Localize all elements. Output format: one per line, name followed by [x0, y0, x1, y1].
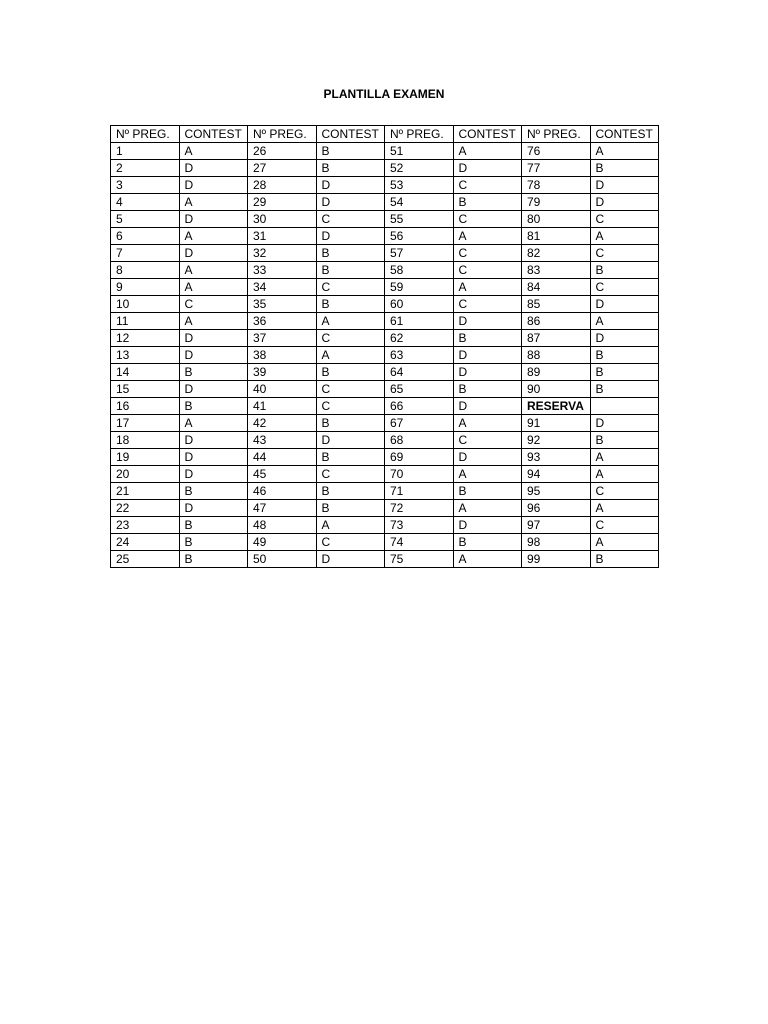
table-row: [111, 143, 659, 160]
question-number-cell: 35: [248, 296, 317, 313]
question-number-cell: 64: [385, 364, 454, 381]
question-number-cell: 36: [248, 313, 317, 330]
question-number-cell: 1: [111, 143, 180, 160]
question-number-cell: 23: [111, 517, 180, 534]
header-question-number: Nº PREG.: [522, 126, 591, 143]
answer-cell: B: [316, 415, 385, 432]
question-number-cell: 77: [522, 160, 591, 177]
question-number-cell: 67: [385, 415, 454, 432]
question-number-cell: 32: [248, 245, 317, 262]
question-number-cell: 38: [248, 347, 317, 364]
answer-cell: A: [453, 279, 522, 296]
question-number-cell: 34: [248, 279, 317, 296]
question-number-cell: 65: [385, 381, 454, 398]
answer-cell: D: [179, 347, 248, 364]
question-number-cell: 78: [522, 177, 591, 194]
answer-cell: A: [453, 466, 522, 483]
table-row: [111, 279, 659, 296]
question-number-cell: 50: [248, 551, 317, 568]
question-number-cell: 75: [385, 551, 454, 568]
answer-cell: C: [453, 262, 522, 279]
table-row: [111, 347, 659, 364]
answer-cell: D: [590, 296, 659, 313]
question-number-cell: 12: [111, 330, 180, 347]
answer-cell: A: [453, 228, 522, 245]
question-number-cell: 66: [385, 398, 454, 415]
question-number-cell: 33: [248, 262, 317, 279]
question-number-cell: 4: [111, 194, 180, 211]
question-number-cell: 68: [385, 432, 454, 449]
question-number-cell: 71: [385, 483, 454, 500]
table-row: [111, 466, 659, 483]
question-number-cell: 63: [385, 347, 454, 364]
answer-cell: C: [316, 330, 385, 347]
answer-cell: B: [316, 483, 385, 500]
question-number-cell: 10: [111, 296, 180, 313]
table-row: [111, 381, 659, 398]
answer-cell: A: [453, 415, 522, 432]
question-number-cell: 52: [385, 160, 454, 177]
question-number-cell: 92: [522, 432, 591, 449]
question-number-cell: 51: [385, 143, 454, 160]
table-row: [111, 398, 659, 415]
table-row: [111, 364, 659, 381]
question-number-cell: 9: [111, 279, 180, 296]
table-body: [111, 143, 659, 568]
answer-cell: D: [453, 398, 522, 415]
table-row: [111, 517, 659, 534]
answer-cell: D: [590, 415, 659, 432]
question-number-cell: 16: [111, 398, 180, 415]
answer-cell: B: [453, 381, 522, 398]
answer-cell: C: [316, 466, 385, 483]
answer-cell: A: [453, 551, 522, 568]
page-title: PLANTILLA EXAMEN: [323, 87, 445, 101]
answer-cell: D: [453, 449, 522, 466]
answer-cell: D: [179, 466, 248, 483]
answer-cell: D: [316, 551, 385, 568]
question-number-cell: 54: [385, 194, 454, 211]
answer-cell: D: [179, 500, 248, 517]
answer-cell: A: [179, 313, 248, 330]
question-number-cell: 48: [248, 517, 317, 534]
table-row: [111, 551, 659, 568]
question-number-cell: 11: [111, 313, 180, 330]
question-number-cell: 47: [248, 500, 317, 517]
question-number-cell: 69: [385, 449, 454, 466]
table-row: [111, 330, 659, 347]
question-number-cell: 15: [111, 381, 180, 398]
answer-cell: B: [316, 262, 385, 279]
answer-cell: C: [453, 177, 522, 194]
question-number-cell: 56: [385, 228, 454, 245]
table-row: [111, 262, 659, 279]
answer-cell: A: [179, 262, 248, 279]
question-number-cell: 90: [522, 381, 591, 398]
table-row: [111, 228, 659, 245]
question-number-cell: 84: [522, 279, 591, 296]
question-number-cell: 8: [111, 262, 180, 279]
table-row: [111, 500, 659, 517]
table-row: [111, 177, 659, 194]
answer-cell: A: [453, 143, 522, 160]
answer-cell: D: [453, 313, 522, 330]
question-number-cell: 95: [522, 483, 591, 500]
question-number-cell: 82: [522, 245, 591, 262]
question-number-cell: 5: [111, 211, 180, 228]
question-number-cell: 60: [385, 296, 454, 313]
header-question-number: Nº PREG.: [385, 126, 454, 143]
header-answer: CONTEST: [179, 126, 248, 143]
answer-cell: A: [179, 194, 248, 211]
question-number-cell: 45: [248, 466, 317, 483]
answer-cell: C: [590, 517, 659, 534]
answer-cell: C: [316, 211, 385, 228]
answer-cell: A: [316, 313, 385, 330]
question-number-cell: 22: [111, 500, 180, 517]
reserve-label: RESERVA: [522, 398, 591, 415]
answer-cell: B: [316, 296, 385, 313]
answer-cell: B: [453, 330, 522, 347]
table-row: [111, 415, 659, 432]
answer-cell: C: [590, 483, 659, 500]
answer-cell: A: [316, 517, 385, 534]
answer-cell: B: [179, 534, 248, 551]
answer-cell: A: [179, 143, 248, 160]
answer-cell: B: [179, 517, 248, 534]
answer-cell: A: [590, 500, 659, 517]
question-number-cell: 93: [522, 449, 591, 466]
question-number-cell: 97: [522, 517, 591, 534]
question-number-cell: 81: [522, 228, 591, 245]
header-answer: CONTEST: [590, 126, 659, 143]
answer-cell: A: [316, 347, 385, 364]
table-row: [111, 432, 659, 449]
answer-cell: B: [316, 364, 385, 381]
question-number-cell: 41: [248, 398, 317, 415]
question-number-cell: 49: [248, 534, 317, 551]
question-number-cell: 83: [522, 262, 591, 279]
answer-cell: A: [590, 143, 659, 160]
answer-cell: D: [590, 194, 659, 211]
question-number-cell: 14: [111, 364, 180, 381]
table-row: [111, 483, 659, 500]
answer-cell: C: [316, 279, 385, 296]
table-row: [111, 160, 659, 177]
answer-cell: A: [453, 500, 522, 517]
answer-cell: C: [453, 296, 522, 313]
answer-cell: C: [316, 398, 385, 415]
question-number-cell: 28: [248, 177, 317, 194]
question-number-cell: 80: [522, 211, 591, 228]
question-number-cell: 18: [111, 432, 180, 449]
table-row: [111, 449, 659, 466]
question-number-cell: 29: [248, 194, 317, 211]
question-number-cell: 73: [385, 517, 454, 534]
question-number-cell: 26: [248, 143, 317, 160]
question-number-cell: 44: [248, 449, 317, 466]
question-number-cell: 6: [111, 228, 180, 245]
answer-cell: C: [453, 432, 522, 449]
question-number-cell: 89: [522, 364, 591, 381]
header-question-number: Nº PREG.: [248, 126, 317, 143]
question-number-cell: 43: [248, 432, 317, 449]
answer-cell: B: [590, 432, 659, 449]
answer-cell: A: [590, 449, 659, 466]
answer-cell: A: [179, 415, 248, 432]
answer-cell: A: [590, 466, 659, 483]
answer-cell: C: [316, 381, 385, 398]
table-header-row: [111, 126, 659, 143]
answer-cell: B: [316, 500, 385, 517]
answer-cell: D: [590, 330, 659, 347]
question-number-cell: 94: [522, 466, 591, 483]
answer-cell: A: [590, 228, 659, 245]
answer-cell: D: [453, 364, 522, 381]
answer-cell: B: [316, 160, 385, 177]
question-number-cell: 96: [522, 500, 591, 517]
answer-cell: C: [316, 534, 385, 551]
question-number-cell: 76: [522, 143, 591, 160]
question-number-cell: 86: [522, 313, 591, 330]
question-number-cell: 13: [111, 347, 180, 364]
header-answer: CONTEST: [316, 126, 385, 143]
answer-cell: D: [179, 432, 248, 449]
table-row: [111, 534, 659, 551]
answer-cell: B: [590, 381, 659, 398]
answer-cell: D: [316, 177, 385, 194]
answer-cell: B: [179, 551, 248, 568]
question-number-cell: 7: [111, 245, 180, 262]
header-answer: CONTEST: [453, 126, 522, 143]
question-number-cell: 25: [111, 551, 180, 568]
answer-key-table: [110, 125, 659, 568]
answer-cell: B: [316, 143, 385, 160]
answer-cell: D: [179, 160, 248, 177]
table-row: [111, 194, 659, 211]
answer-cell: D: [590, 177, 659, 194]
question-number-cell: 46: [248, 483, 317, 500]
table-row: [111, 313, 659, 330]
question-number-cell: 27: [248, 160, 317, 177]
question-number-cell: 40: [248, 381, 317, 398]
question-number-cell: 91: [522, 415, 591, 432]
question-number-cell: 39: [248, 364, 317, 381]
answer-cell: D: [316, 228, 385, 245]
answer-cell: D: [179, 330, 248, 347]
answer-cell: B: [453, 534, 522, 551]
question-number-cell: 79: [522, 194, 591, 211]
answer-cell: B: [316, 245, 385, 262]
answer-cell: D: [453, 517, 522, 534]
question-number-cell: 57: [385, 245, 454, 262]
question-number-cell: 3: [111, 177, 180, 194]
question-number-cell: 85: [522, 296, 591, 313]
empty-cell: [590, 398, 659, 415]
question-number-cell: 21: [111, 483, 180, 500]
question-number-cell: 42: [248, 415, 317, 432]
question-number-cell: 24: [111, 534, 180, 551]
table-row: [111, 211, 659, 228]
answer-cell: C: [590, 245, 659, 262]
header-question-number: Nº PREG.: [111, 126, 180, 143]
answer-cell: B: [179, 483, 248, 500]
question-number-cell: 53: [385, 177, 454, 194]
question-number-cell: 2: [111, 160, 180, 177]
answer-cell: A: [590, 313, 659, 330]
question-number-cell: 61: [385, 313, 454, 330]
answer-cell: B: [179, 364, 248, 381]
table-row: [111, 296, 659, 313]
answer-cell: B: [453, 194, 522, 211]
answer-cell: D: [316, 432, 385, 449]
question-number-cell: 74: [385, 534, 454, 551]
question-number-cell: 98: [522, 534, 591, 551]
question-number-cell: 59: [385, 279, 454, 296]
answer-cell: D: [453, 347, 522, 364]
question-number-cell: 87: [522, 330, 591, 347]
answer-cell: B: [453, 483, 522, 500]
question-number-cell: 19: [111, 449, 180, 466]
answer-cell: D: [179, 177, 248, 194]
question-number-cell: 62: [385, 330, 454, 347]
answer-cell: B: [590, 160, 659, 177]
answer-cell: A: [179, 228, 248, 245]
answer-cell: D: [179, 211, 248, 228]
answer-cell: C: [453, 245, 522, 262]
answer-cell: D: [453, 160, 522, 177]
question-number-cell: 88: [522, 347, 591, 364]
question-number-cell: 20: [111, 466, 180, 483]
question-number-cell: 99: [522, 551, 591, 568]
answer-cell: B: [590, 347, 659, 364]
question-number-cell: 31: [248, 228, 317, 245]
answer-cell: C: [453, 211, 522, 228]
question-number-cell: 58: [385, 262, 454, 279]
answer-cell: B: [590, 551, 659, 568]
answer-cell: B: [590, 262, 659, 279]
question-number-cell: 17: [111, 415, 180, 432]
answer-cell: B: [590, 364, 659, 381]
answer-cell: C: [590, 279, 659, 296]
answer-cell: D: [179, 381, 248, 398]
answer-cell: D: [316, 194, 385, 211]
table-row: [111, 245, 659, 262]
answer-cell: D: [179, 245, 248, 262]
answer-cell: A: [590, 534, 659, 551]
answer-cell: B: [316, 449, 385, 466]
question-number-cell: 55: [385, 211, 454, 228]
question-number-cell: 70: [385, 466, 454, 483]
question-number-cell: 37: [248, 330, 317, 347]
question-number-cell: 30: [248, 211, 317, 228]
answer-cell: C: [590, 211, 659, 228]
answer-cell: A: [179, 279, 248, 296]
answer-cell: D: [179, 449, 248, 466]
question-number-cell: 72: [385, 500, 454, 517]
answer-cell: C: [179, 296, 248, 313]
answer-cell: B: [179, 398, 248, 415]
